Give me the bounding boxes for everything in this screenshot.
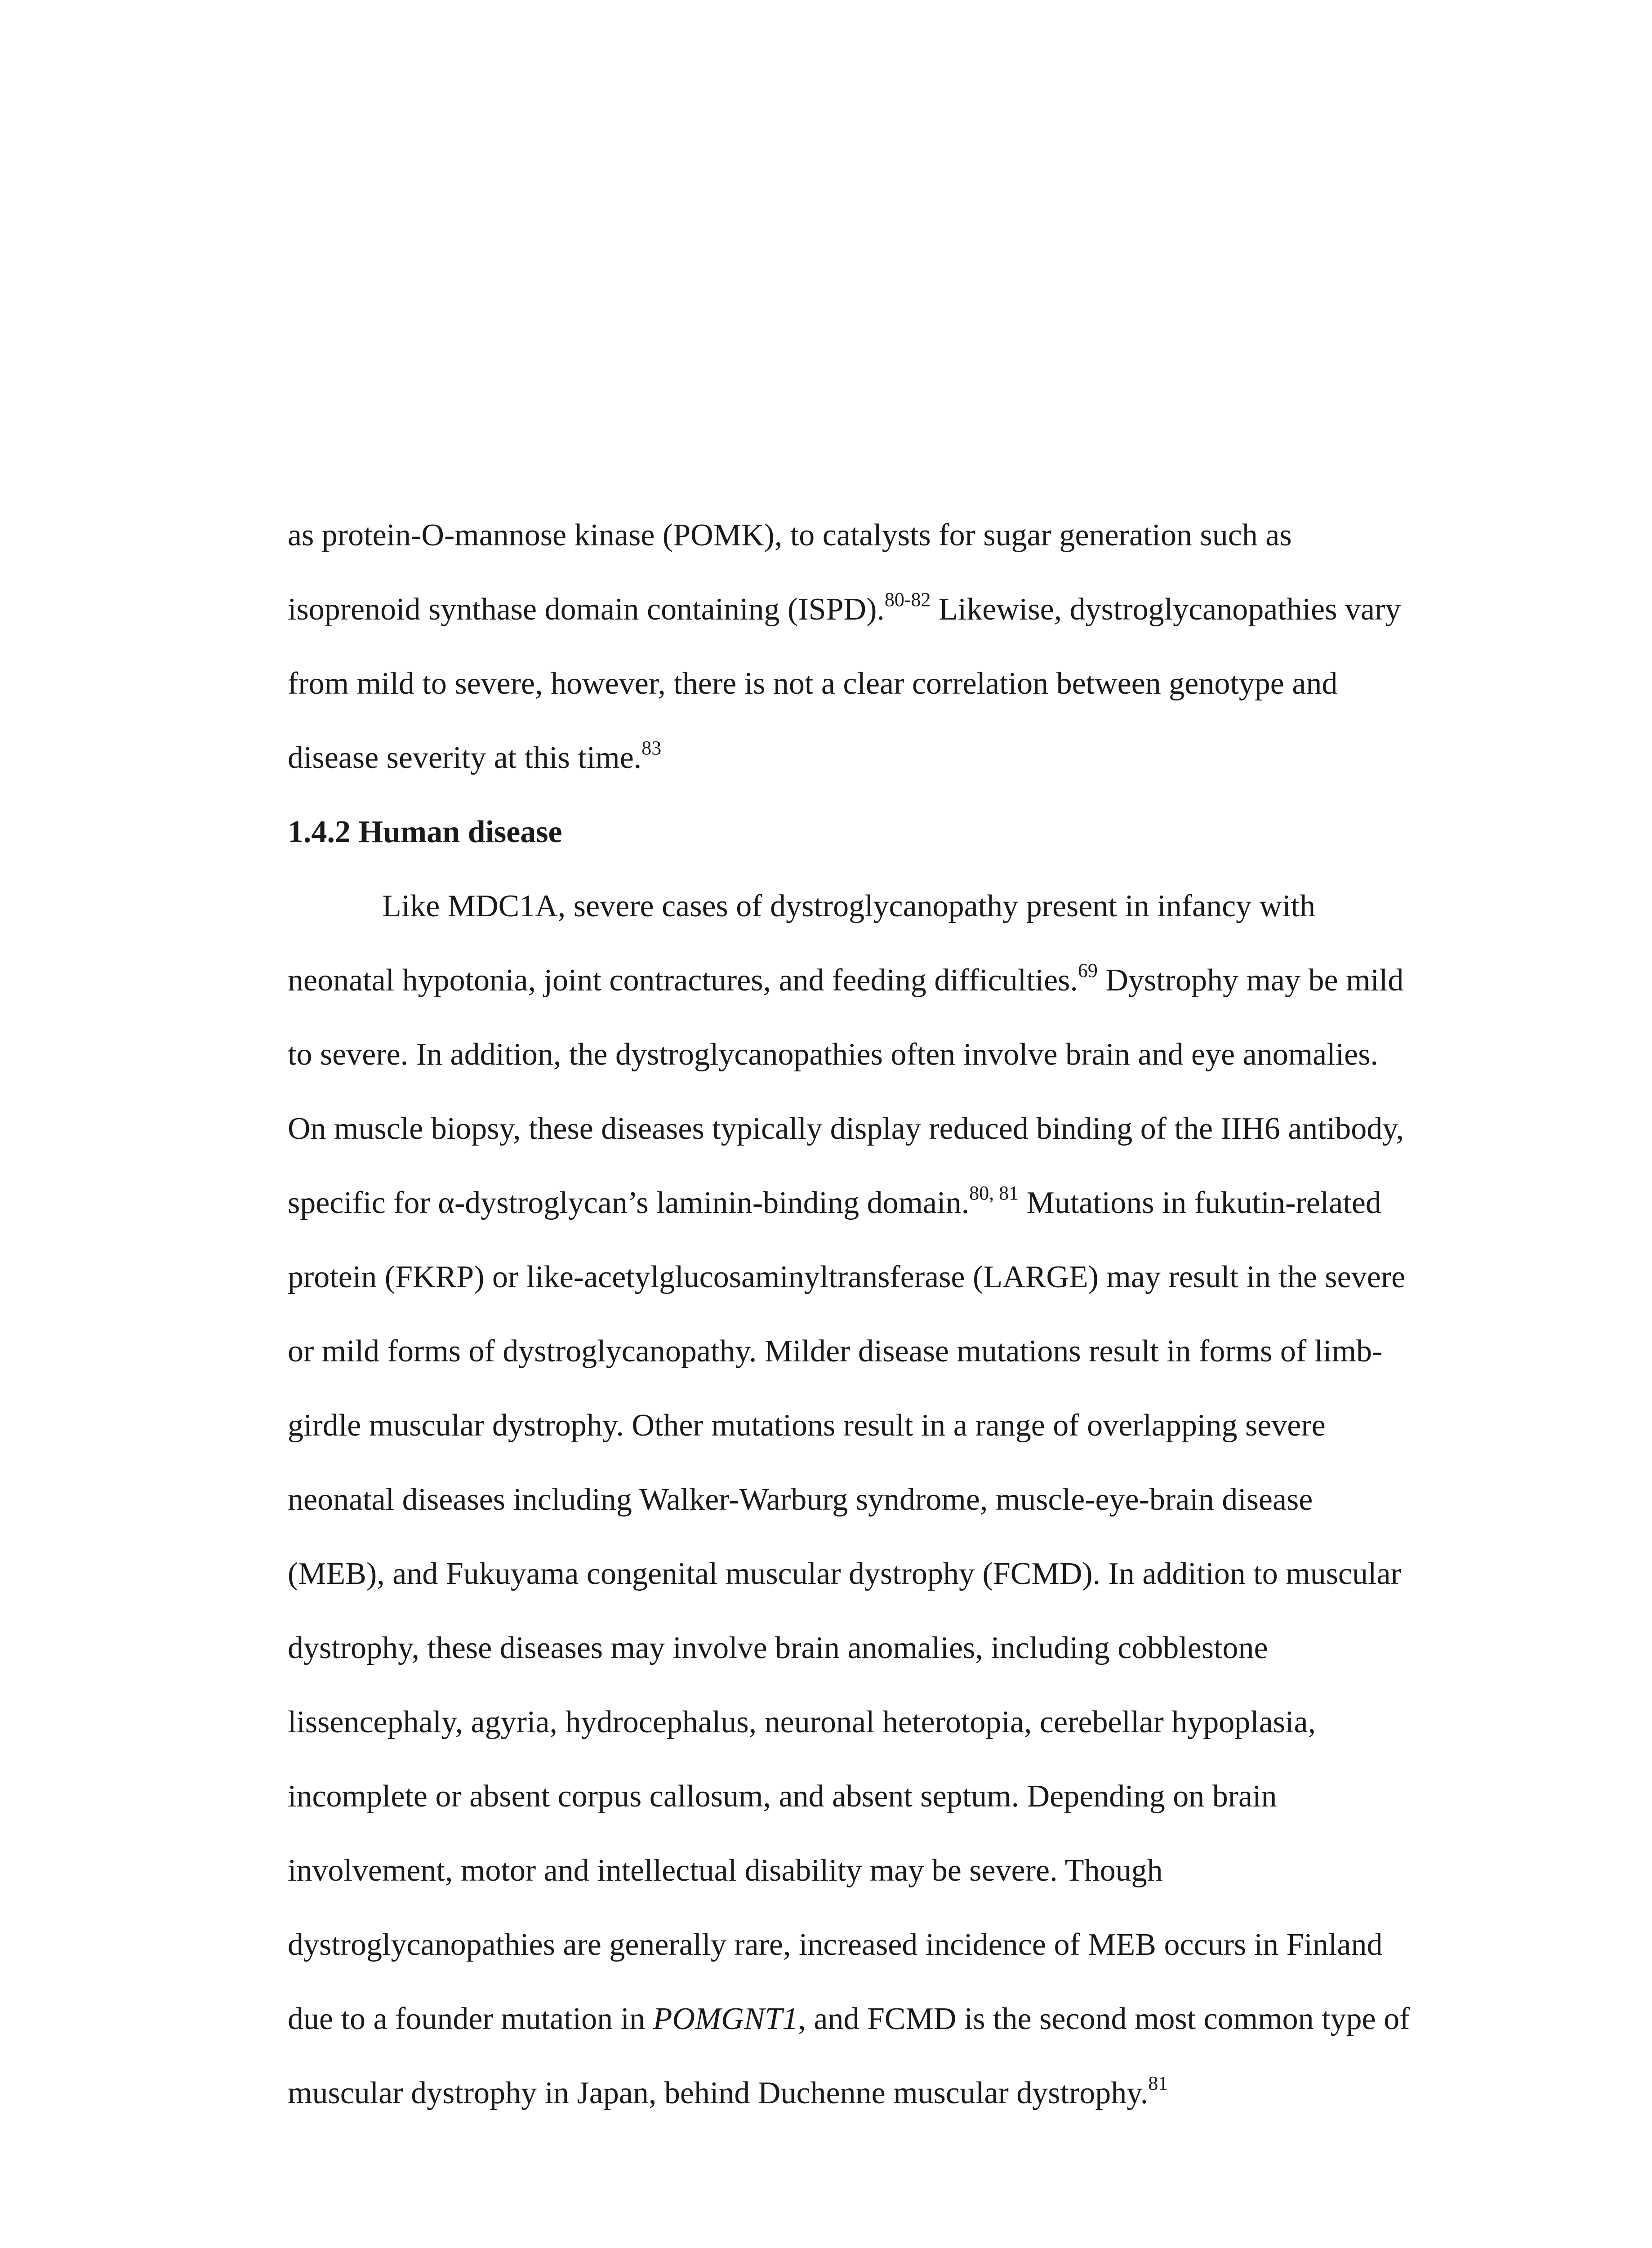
text-line: as protein-O-mannose kinase (POMK), to catalysts for sugar generation such as bbox=[288, 518, 1292, 553]
text-span: , and FCMD is the second most common type of bbox=[798, 2002, 1410, 2036]
text-line: dystroglycanopathies are generally rare, increased incidence of MEB occurs in Finland bbox=[288, 1927, 1383, 1962]
text-line bbox=[288, 721, 1438, 795]
citation-superscript: 69 bbox=[1078, 959, 1098, 981]
citation-superscript: 83 bbox=[641, 736, 662, 759]
text-line bbox=[288, 1166, 1438, 1240]
gene-name: POMGNT1 bbox=[653, 2002, 798, 2036]
text-span: Dystrophy may be mild bbox=[1097, 963, 1404, 998]
text-line bbox=[288, 2056, 1438, 2130]
text-span: neonatal hypotonia, joint contractures, and feeding difficulties. bbox=[288, 963, 1078, 998]
text-line: to severe. In addition, the dystroglycanopathies often involve brain and eye anomalies. bbox=[288, 1037, 1378, 1072]
text-line: On muscle biopsy, these diseases typically display reduced binding of the IIH6 antibody, bbox=[288, 1111, 1404, 1146]
text-line: or mild forms of dystroglycanopathy. Milder disease mutations result in forms of limb- bbox=[288, 1334, 1383, 1369]
body-text bbox=[288, 498, 1438, 2130]
text-line bbox=[288, 572, 1438, 647]
section-heading: 1.4.2 Human disease bbox=[288, 815, 562, 849]
text-line: dystrophy, these diseases may involve brain anomalies, including cobblestone bbox=[288, 1631, 1268, 1665]
text-span: due to a founder mutation in bbox=[288, 2002, 653, 2036]
text-span: specific for α-dystroglycan’s laminin-binding domain. bbox=[288, 1186, 970, 1220]
text-span: disease severity at this time. bbox=[288, 740, 642, 775]
text-line: neonatal diseases including Walker-Warburg syndrome, muscle-eye-brain disease bbox=[288, 1482, 1313, 1517]
text-span: Likewise, dystroglycanopathies vary bbox=[931, 592, 1401, 627]
text-line: from mild to severe, however, there is not a clear correlation between genotype and bbox=[288, 666, 1338, 701]
text-line: protein (FKRP) or like-acetylglucosaminyltransferase (LARGE) may result in the severe bbox=[288, 1260, 1406, 1294]
text-span: muscular dystrophy in Japan, behind Duchenne muscular dystrophy. bbox=[288, 2076, 1149, 2110]
text-span: Mutations in fukutin-related bbox=[1019, 1186, 1381, 1220]
citation-superscript: 80-82 bbox=[884, 588, 931, 611]
text-line: involvement, motor and intellectual disability may be severe. Though bbox=[288, 1853, 1163, 1888]
text-line bbox=[288, 1982, 1438, 2056]
citation-superscript: 81 bbox=[1148, 2072, 1168, 2094]
text-line: lissencephaly, agyria, hydrocephalus, neuronal heterotopia, cerebellar hypoplasia, bbox=[288, 1705, 1316, 1740]
text-line: girdle muscular dystrophy. Other mutations result in a range of overlapping severe bbox=[288, 1408, 1326, 1443]
text-line: incomplete or absent corpus callosum, and absent septum. Depending on brain bbox=[288, 1779, 1277, 1814]
text-span: isoprenoid synthase domain containing (ISPD). bbox=[288, 592, 885, 627]
text-line: (MEB), and Fukuyama congenital muscular dystrophy (FCMD). In addition to muscular bbox=[288, 1557, 1401, 1591]
text-line: Like MDC1A, severe cases of dystroglycanopathy present in infancy with bbox=[382, 889, 1316, 923]
citation-superscript: 80, 81 bbox=[969, 1182, 1019, 1204]
text-line bbox=[288, 943, 1438, 1017]
